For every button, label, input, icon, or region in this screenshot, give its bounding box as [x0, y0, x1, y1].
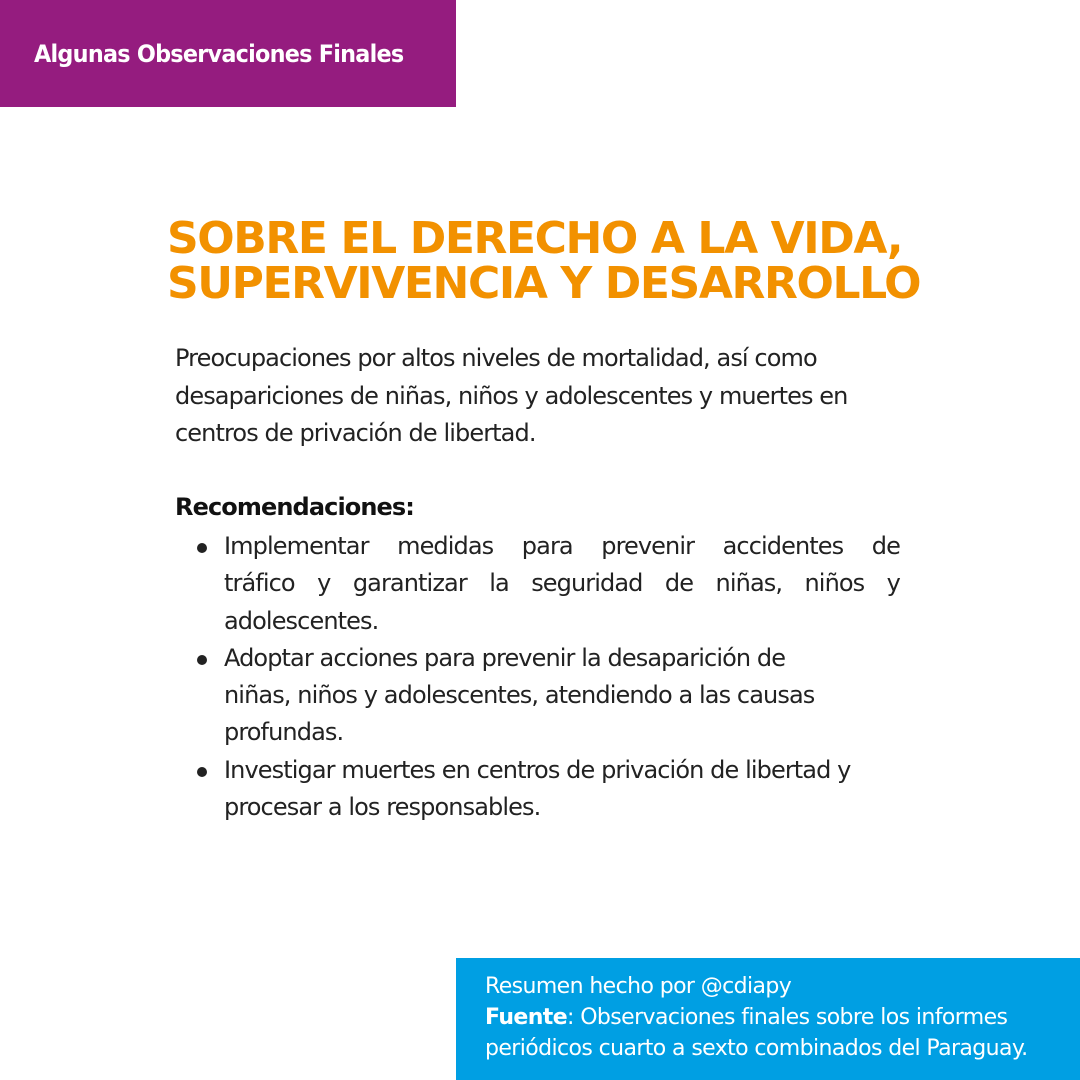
list-item-line: Adoptar acciones para prevenir la desaparición de [224, 643, 786, 672]
list-item-line: Investigar muertes en centros de privación de libertad y [224, 755, 851, 784]
bullet-icon [197, 543, 207, 553]
list-item [195, 528, 900, 640]
footer-credit-box [456, 958, 1080, 1080]
footer-source-text: : Observaciones finales sobre los informes [567, 1005, 1008, 1030]
page-title-line-2: SUPERVIVENCIA Y DESARROLLO [167, 258, 921, 309]
intro-paragraph [175, 340, 915, 453]
list-item-line: niñas, niños y adolescentes, atendiendo a las causas [224, 681, 815, 710]
intro-line-2: desapariciones de niñas, niños y adolescentes y muertes en [175, 381, 848, 410]
list-item [195, 640, 900, 752]
header-tab [0, 0, 456, 107]
list-item-line: profundas. [224, 718, 344, 747]
footer-source-line-1 [485, 1002, 1080, 1033]
intro-line-3: centros de privación de libertad. [175, 419, 536, 447]
footer-source-label: Fuente [485, 1005, 568, 1030]
footer-source-line-2: periódicos cuarto a sexto combinados del Paraguay. [485, 1036, 1028, 1061]
recommendations-heading: Recomendaciones: [175, 493, 415, 521]
list-item-line: Implementar medidas para prevenir accidentes de [224, 532, 900, 560]
header-tab-label: Algunas Observaciones Finales [34, 39, 404, 68]
list-item-line: tráfico y garantizar la seguridad de niñas, niños y [224, 569, 900, 598]
intro-line-1: Preocupaciones por altos niveles de mortalidad, así como [175, 344, 817, 372]
bullet-icon [197, 767, 207, 777]
recommendations-list [195, 528, 900, 826]
list-item-line: procesar a los responsables. [224, 793, 541, 822]
list-item [195, 752, 900, 827]
footer-summary: Resumen hecho por @cdiapy [485, 974, 792, 999]
bullet-icon [197, 655, 207, 665]
page-title-line-1: SOBRE EL DERECHO A LA VIDA, [167, 213, 903, 264]
list-item-line: adolescentes. [224, 606, 379, 635]
page-title [167, 213, 947, 309]
